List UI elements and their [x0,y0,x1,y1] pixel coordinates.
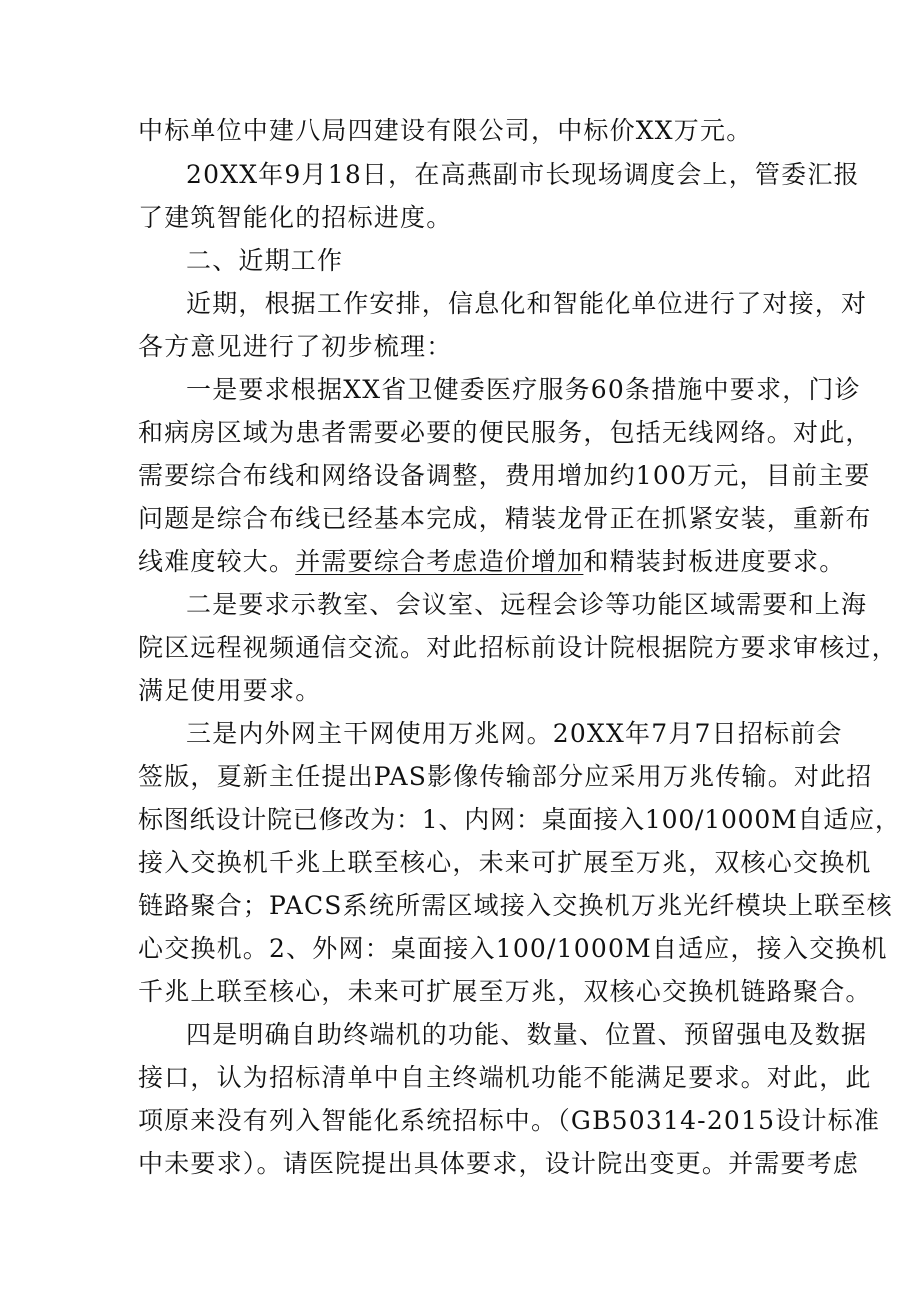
text-line: 标图纸设计院已修改为：1、内网：桌面接入100/1000M自适应， [138,805,901,834]
text-line: 千兆上联至核心，未来可扩展至万兆，双核心交换机链路聚合。 [138,977,872,1006]
text-line: 中标单位中建八局四建设有限公司，中标价XX万元。 [138,116,753,145]
text-line: 项原来没有列入智能化系统招标中。（GB50314-2015设计标准 [138,1106,881,1135]
text-line: 中未要求）。请医院提出具体要求，设计院出变更。并需要考虑 [138,1149,860,1178]
text-line: 三是内外网主干网使用万兆网。20XX年7月7日招标前会 [186,719,843,748]
text-line: 问题是综合布线已经基本完成，精装龙骨正在抓紧安装，重新布 [138,504,872,533]
text-line: 各方意见进行了初步梳理： [138,332,453,361]
text-line: 了建筑智能化的招标进度。 [138,203,453,232]
section-heading: 二、近期工作 [186,246,344,275]
text-line: 接口，认为招标清单中自主终端机功能不能满足要求。对此，此 [138,1063,872,1092]
text-line: 二是要求示教室、会议室、远程会诊等功能区域需要和上海 [186,590,868,619]
text-line: 接入交换机千兆上联至核心，未来可扩展至万兆，双核心交换机 [138,848,872,877]
text-line: 链路聚合；PACS系统所需区域接入交换机万兆光纤模块上联至核 [138,891,893,920]
text-line: 和病房区域为患者需要必要的便民服务，包括无线网络。对此， [138,418,872,447]
text-line: 20XX年9月18日，在高燕副市长现场调度会上，管委汇报 [186,160,860,189]
text-line: 近期，根据工作安排，信息化和智能化单位进行了对接，对 [186,289,868,318]
underlined-text: 并需要综合考虑造价增加 [295,547,584,576]
text-line: 签版，夏新主任提出PAS影像传输部分应采用万兆传输。对此招 [138,762,873,791]
text-segment: 和精装封板进度要求。 [583,547,846,576]
text-line: 院区远程视频通信交流。对此招标前设计院根据院方要求审核过， [138,633,898,662]
text-line: 需要综合布线和网络设备调整，费用增加约100万元，目前主要 [138,461,871,490]
text-line: 一是要求根据XX省卫健委医疗服务60条措施中要求，门诊 [186,375,861,404]
text-line: 心交换机。2、外网：桌面接入100/1000M自适应，接入交换机 [138,934,888,963]
text-segment: 线难度较大。 [138,547,296,576]
text-line-with-underline [138,545,845,579]
text-line: 四是明确自助终端机的功能、数量、位置、预留强电及数据 [186,1020,868,1049]
text-line: 满足使用要求。 [138,676,322,705]
